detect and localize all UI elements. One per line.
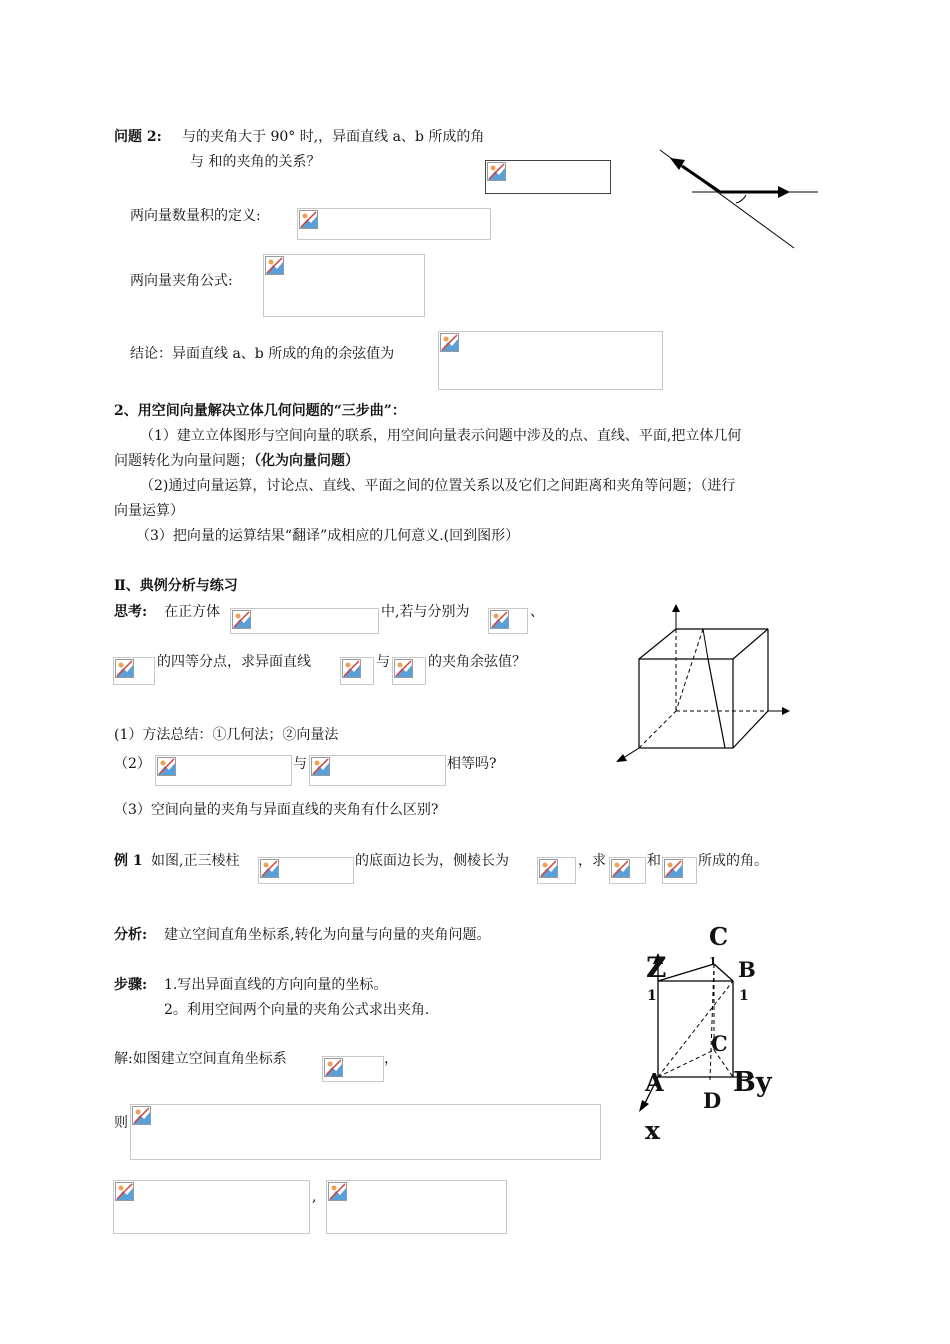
cube-name-placeholder	[230, 608, 379, 634]
method-summary: (1）方法总结：①几何法；②向量法	[114, 727, 339, 743]
broken-image-icon	[611, 859, 631, 879]
example-1-label: 例 1	[114, 853, 143, 869]
step-2: 2。利用空间两个向量的夹角公式求出夹角.	[164, 1002, 430, 1018]
problem-2-line2: 与 和的夹角的关系？	[190, 154, 321, 170]
vector-2-placeholder	[326, 1180, 507, 1234]
label-z-axis: Z	[646, 951, 667, 984]
label-c1-subscript: 1	[709, 955, 717, 968]
broken-image-icon	[132, 1106, 152, 1126]
label-b-y: By	[733, 1067, 772, 1098]
label-a: A	[645, 1068, 664, 1097]
broken-image-icon	[311, 757, 331, 777]
segment-1-placeholder	[488, 608, 528, 634]
cos-angle-2-placeholder	[309, 755, 446, 786]
label-one-left: 1	[647, 988, 657, 1004]
broken-image-icon	[440, 333, 460, 353]
solution-text: 解:如图建立空间直角坐标系	[114, 1051, 287, 1067]
think-text-1: 在正方体	[164, 604, 220, 620]
broken-image-icon	[394, 659, 414, 679]
section-2-step3: （3）把向量的运算结果“翻译”成相应的几何意义.(回到图形）	[136, 528, 520, 544]
label-one-right: 1	[739, 988, 749, 1004]
section-ii-title: Ⅱ、典例分析与练习	[114, 578, 238, 594]
question-3: （3）空间向量的夹角与异面直线的夹角有什么区别?	[114, 802, 439, 818]
dot-product-formula-placeholder	[297, 208, 491, 240]
prism-name-placeholder	[258, 857, 354, 884]
vector-angle-diagram	[650, 140, 830, 255]
steps-label: 步骤:	[114, 977, 148, 993]
broken-image-icon	[342, 659, 362, 679]
think-text-4: 的四等分点，求异面直线	[157, 654, 311, 670]
broken-image-icon	[232, 610, 252, 630]
dot-product-definition-label: 两向量数量积的定义:	[130, 208, 261, 224]
broken-image-icon	[299, 210, 319, 230]
broken-image-icon	[490, 610, 510, 630]
example-1-text-3: ，求	[578, 853, 606, 869]
step1-text: 问题转化为向量问题；	[114, 453, 254, 469]
think-text-3: 、	[530, 604, 544, 620]
section-2-step1-line1: （1）建立立体图形与空间向量的联系，用空间向量表示问题中涉及的点、直线、平面,把立体几何	[140, 428, 742, 444]
coordinate-system-placeholder	[322, 1056, 384, 1082]
question-2-prefix: （2）	[114, 756, 151, 772]
think-text-2: 中,若与分别为	[381, 604, 470, 620]
broken-image-icon	[115, 1182, 135, 1202]
section-2-step1-line2	[114, 452, 359, 470]
vector-separator-comma: ,	[312, 1189, 317, 1205]
broken-image-icon	[328, 1182, 348, 1202]
broken-image-icon	[324, 1058, 344, 1078]
step1-bold: （化为向量问题）	[254, 453, 359, 469]
segment-2-placeholder	[113, 657, 155, 685]
line-1-placeholder	[340, 657, 374, 685]
angle-formula-placeholder	[263, 254, 425, 317]
example-1-text-4: 和	[647, 853, 661, 869]
example-1-text-2: 的底面边长为，侧棱长为	[355, 853, 509, 869]
cos-angle-1-placeholder	[155, 755, 292, 786]
section-2-title: 2、用空间向量解决立体几何问题的“三步曲”：	[114, 403, 406, 419]
line-b-placeholder	[662, 857, 697, 884]
line-a-placeholder	[609, 857, 646, 884]
think-text-5: 与	[376, 654, 390, 670]
formula-image-placeholder	[485, 160, 611, 194]
broken-image-icon	[115, 659, 135, 679]
think-label: 思考:	[114, 604, 148, 620]
example-1-text-5: 所成的角。	[698, 853, 768, 869]
label-b1: B	[738, 957, 756, 982]
example-1-text-1: 如图,正三棱柱	[151, 853, 240, 869]
cube-diagram	[608, 600, 798, 765]
broken-image-icon	[539, 859, 559, 879]
question-2-suffix: 相等吗?	[447, 756, 497, 772]
conclusion-formula-placeholder	[438, 331, 663, 390]
analysis-text: 建立空间直角坐标系,转化为向量与向量的夹角问题。	[164, 927, 491, 943]
broken-image-icon	[260, 859, 280, 879]
line-2-placeholder	[392, 657, 426, 685]
coordinates-placeholder	[130, 1104, 601, 1160]
label-c1: C	[709, 922, 729, 951]
vector-1-placeholder	[113, 1180, 310, 1234]
problem-2-label: 问题 2:	[114, 129, 162, 145]
broken-image-icon	[664, 859, 684, 879]
then-label: 则	[114, 1115, 128, 1131]
broken-image-icon	[157, 757, 177, 777]
question-2-mid: 与	[293, 756, 307, 772]
analysis-label: 分析:	[114, 927, 148, 943]
angle-formula-label: 两向量夹角公式:	[130, 273, 233, 289]
conclusion-label: 结论：异面直线 a、b 所成的角的余弦值为	[130, 346, 395, 362]
broken-image-icon	[265, 256, 285, 276]
step-1: 1.写出异面直线的方向向量的坐标。	[164, 977, 388, 993]
solution-comma: ，	[384, 1051, 398, 1067]
label-d: D	[703, 1088, 722, 1113]
section-2-step2-line2: 向量运算）	[114, 503, 184, 519]
lateral-length-placeholder	[537, 857, 576, 884]
broken-image-icon	[487, 162, 507, 182]
problem-2-line1: 与的夹角大于 90° 时,，异面直线 a、b 所成的角	[182, 129, 485, 145]
label-c: C	[711, 1031, 728, 1056]
section-2-step2-line1: （2)通过向量运算，讨论点、直线、平面之间的位置关系以及它们之间距离和夹角等问题；（进行	[140, 478, 736, 494]
label-x-axis: x	[645, 1116, 660, 1145]
think-text-6: 的夹角余弦值？	[428, 654, 526, 670]
